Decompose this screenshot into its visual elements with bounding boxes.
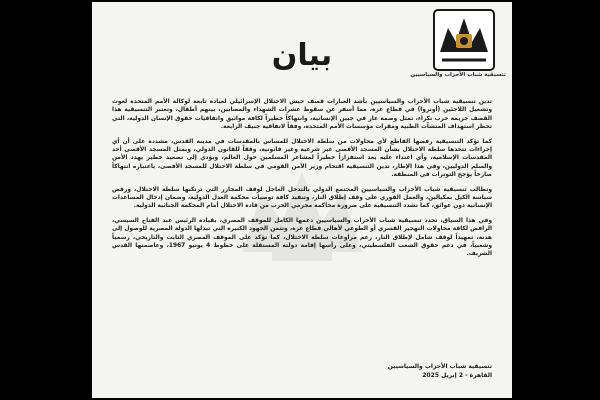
paragraph: وتطالب تنسيقية شباب الأحزاب والسياسيين المجتمع الدولي بالتدخل العاجل لوقف المجازر التي ترتكبها سلطة الاحتلال، ورفض سياسة الكيل بمكيالين، والعمل الفوري على وقف إطلاق النار، وتنفيذ كافة توصيات محكمة العدل الدولية، وضمان إدخال المساعدات الإنسانية دون عوائق، كما تشدد التنسيقية على ضرورة محاكمة مجرمي الحرب من قادة الاحتلال أمام المحكمة الجنائية الدولية. — [112, 186, 492, 210]
signature-org: تنسيقية شباب الأحزاب والسياسيين — [387, 363, 492, 370]
paragraph: تدين تنسيقية شباب الأحزاب والسياسيين بأشد العبارات قصف جيش الاحتلال الإسرائيلي لعيادة تابعة لوكالة الأمم المتحدة لغوث وتشغيل اللاجئين (أونروا) في قطاع غزة، مما أسفر عن سقوط عشرات الشهداء والمصابين، بينهم أطفال، وتعتبر التنسيقية هذا القصف جريمة حرب نكراء، تمثل وصمة عار في جبين الإنسانية، وانتهاكاً خطيراً لكافة مواثيق واتفاقيات حقوق الإنسان الدولية، التي تحظر استهداف المنشآت الطبية ومقرات مؤسسات الأمم المتحدة، وفقاً لاتفاقية جنيف الرابعة. — [112, 99, 492, 130]
statement-body — [112, 98, 492, 265]
page-title: بيان — [271, 38, 333, 73]
statement-page — [92, 2, 512, 398]
paragraph: كما تؤكد التنسيقية رفضها القاطع لأي محاولات من سلطة الاحتلال للمساس بالمقدسات في مدينة القدس، مشددة على أن أي إجراءات تتخذها سلطة الاحتلال بشأن المسجد الأقصى غير شرعية وغير قانونية، وفقاً للقانون الدولي، ويمثل المسجد الأقصى أحد المقدسات الإسلامية، وأي اعتداء عليه يعد استفزازاً خطيراً لمشاعر المسلمين حول العالم، ويؤدي إلى تصعيد خطير يهدد الأمن والسلم الدوليين، وفي هذا الإطار، تدين التنسيقية اقتحام وزير الأمن القومي في سلطة الاحتلال للمسجد الأقصى، باعتباره انتهاكاً صارخاً يؤجج التوترات في المنطقة. — [112, 138, 492, 178]
signature-date: القاهرة - 2 إبريل 2025 — [422, 371, 492, 379]
signature-block — [388, 363, 492, 380]
paragraph: وفي هذا السياق، تجدد تنسيقية شباب الأحزاب والسياسيين دعمها الكامل للموقف المصري، بقيادة الرئيس عبد الفتاح السيسي، الرافض لكافة محاولات التهجير القسري أو الطوعي لأهالي قطاع غزة، وتثمن الجهود الكبيرة التي تبذلها الدولة المصرية للوصول إلى هدنة، تمهيداً لوقف شامل لإطلاق النار، رغم مراوغات سلطة الاحتلال، كما تؤكد على الموقف المصري الثابت والتاريخي، رسمياً وشعبياً، في دعم حقوق الشعب الفلسطيني، وعلى رأسها إقامة دولته المستقلة على خطوط 4 يونيو 1967، وعاصمتها القدس الشريف. — [112, 218, 492, 258]
logo-caption: تنسيقية شباب الأحزاب والسياسيين — [410, 72, 506, 78]
